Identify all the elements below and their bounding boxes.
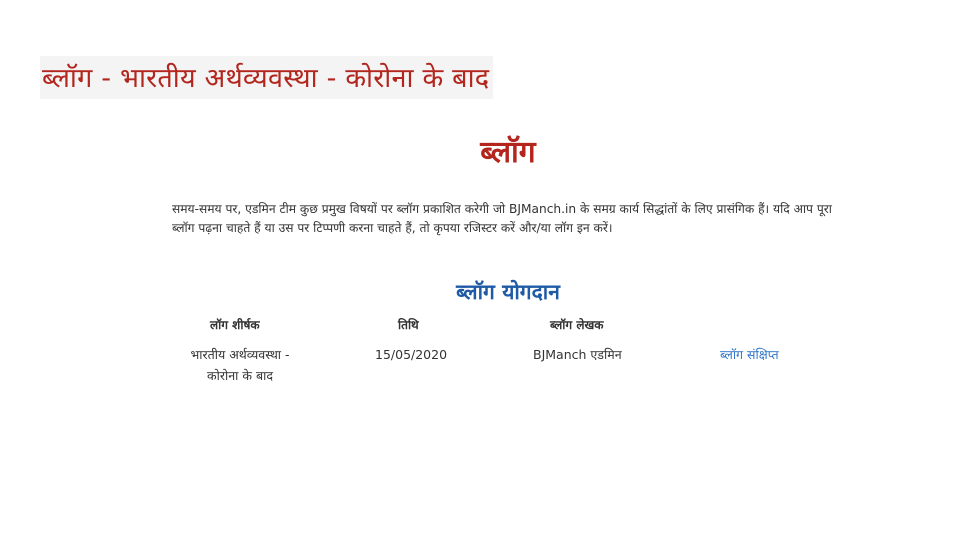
contributions-heading: ब्लॉग योगदान <box>456 280 560 304</box>
column-header-title: लॉग शीर्षक <box>210 318 260 332</box>
blog-summary-link[interactable]: ब्लॉग संक्षिप्त <box>720 347 779 362</box>
slide-title: ब्लॉग - भारतीय अर्थव्यवस्था - कोरोना के बाद <box>40 56 493 99</box>
row-date: 15/05/2020 <box>375 347 448 362</box>
column-header-date: तिथि <box>398 318 419 332</box>
blog-heading: ब्लॉग <box>480 135 536 170</box>
row-author: BJManch एडमिन <box>533 347 622 362</box>
blog-intro-text: समय-समय पर, एडमिन टीम कुछ प्रमुख विषयों पर ब्लॉग प्रकाशित करेगी जो BJManch.in के समग्र कार्य सिद्धांतों के लिए प्रासंगिक हैं। यदि आप पूरा ब्लॉग पढ़ना चाहते हैं या उस पर टिप्पणी करना चाहते हैं, तो कृपया रजिस्टर करें और/या लॉग इन करें। <box>172 202 832 235</box>
row-title: भारतीय अर्थव्यवस्था - कोरोना के बाद <box>190 347 290 383</box>
blog-screenshot <box>160 120 840 400</box>
column-header-author: ब्लॉग लेखक <box>550 318 604 332</box>
